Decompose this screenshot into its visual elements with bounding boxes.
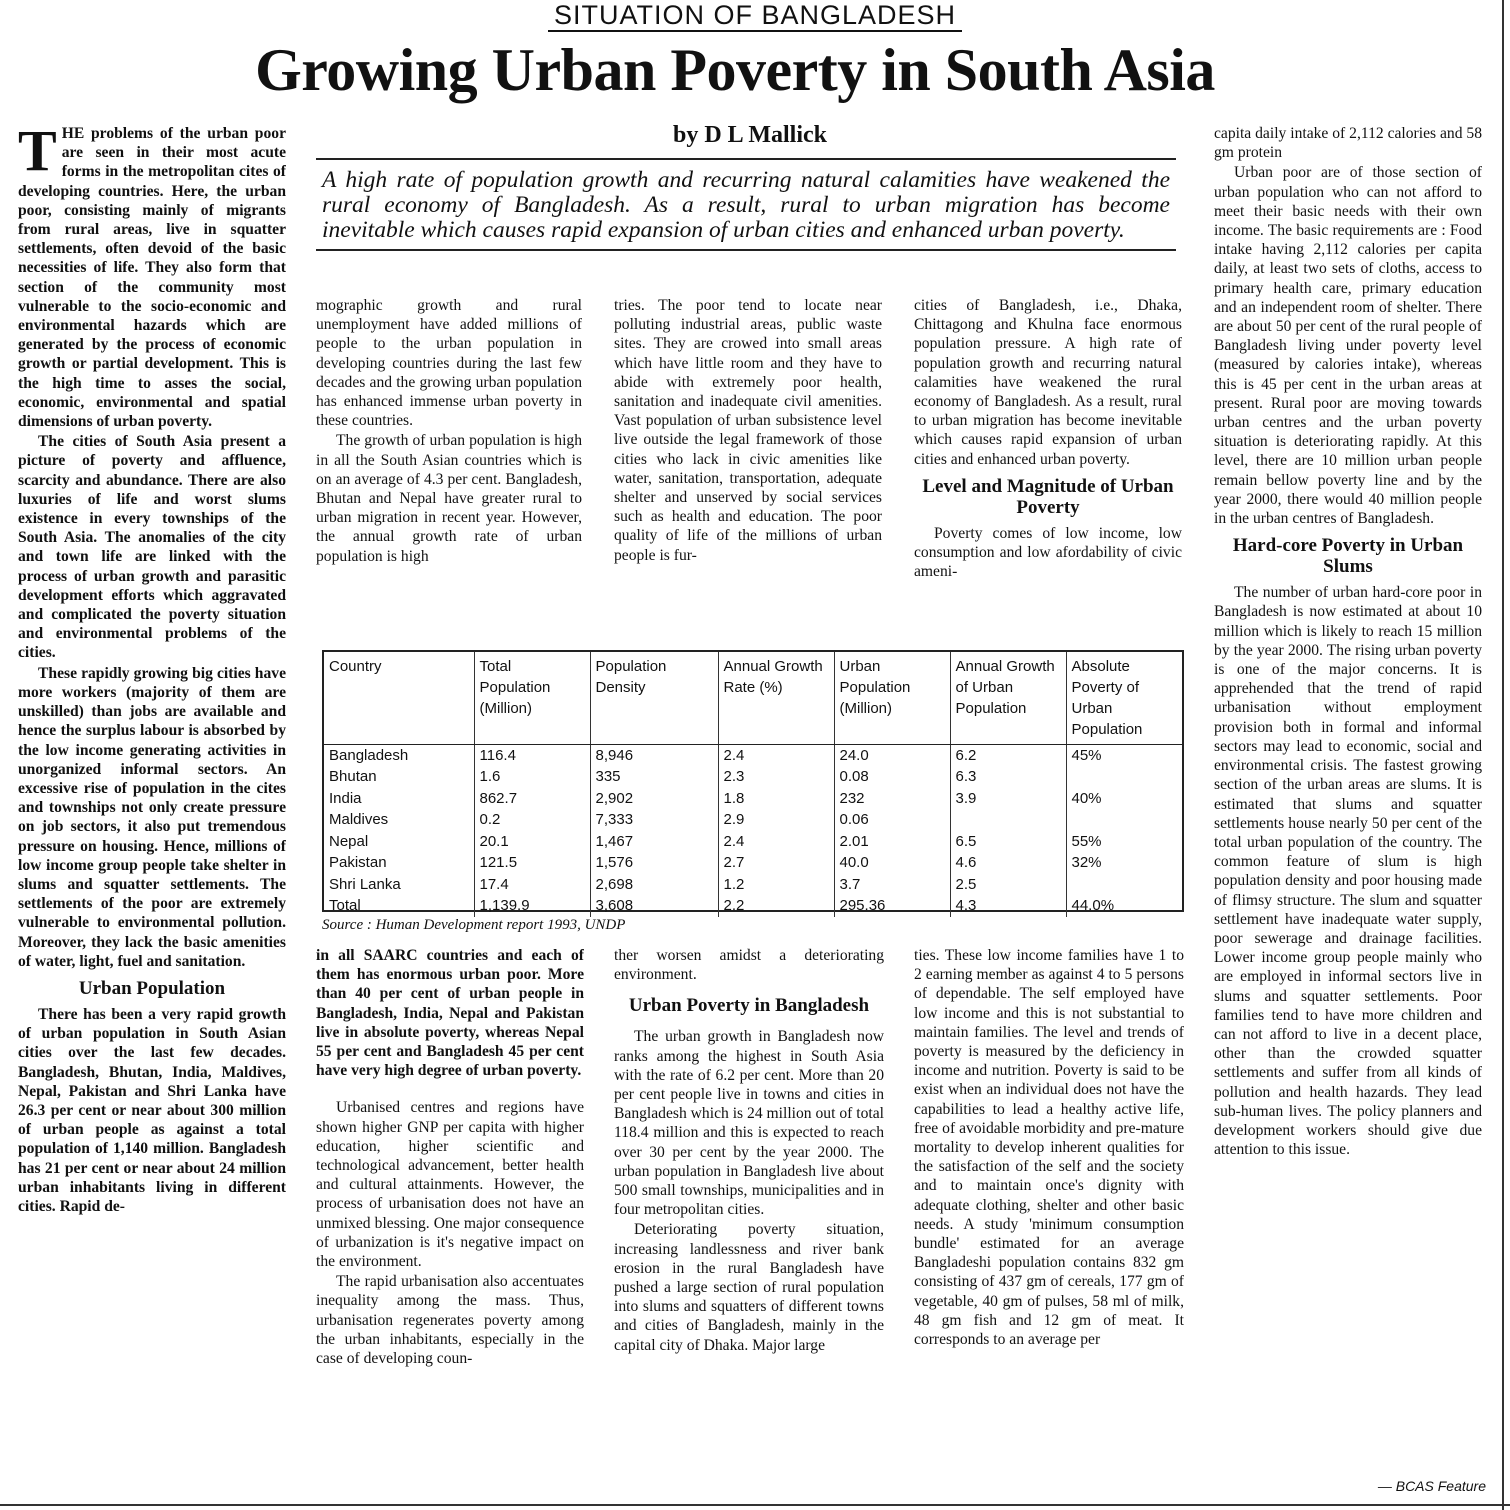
col5-paragraph-1: capita daily intake of 2,112 calories and 58 gm protein	[1214, 125, 1482, 162]
col2a-paragraph-2: The growth of urban population is high in all the South Asian countries which is on an average of 4.3 per cent. Bangladesh, Bhutan and Nepal have greater rural to urban migration in recent year. However, the annual growth rate of urban population is high	[316, 432, 582, 565]
table-cell: 45%	[1071, 747, 1102, 764]
table-cell: 2.7	[718, 852, 834, 874]
table-cell: Total	[324, 895, 474, 917]
header-absolute-poverty: Absolute Poverty of Urban Population	[1066, 652, 1182, 745]
table-cell: 116.4	[474, 745, 590, 767]
table-row	[324, 874, 1182, 896]
column-3-upper	[614, 296, 882, 642]
table-cell	[950, 809, 1066, 831]
table-cell: 20.1	[474, 831, 590, 853]
col3a-paragraph-1: tries. The poor tend to locate near polluting industrial areas, public waste sites. They are crowed into small areas which have little room and they have to abide with extremely poor health, sanitation and inadequate civil amenities. Vast population of urban subsistence level live outside the legal framework of those cities who lack in civic amenities like water, sanitation, transportation, adequate shelter and unserved by social services such as health and education. The poor quality of life of the millions of urban people is fur-	[614, 297, 882, 564]
header-urban-population: Urban Population (Million)	[834, 652, 950, 745]
table-cell: 862.7	[474, 788, 590, 810]
table-row	[324, 809, 1182, 831]
table-cell: 232	[834, 788, 950, 810]
table-cell: 1,467	[590, 831, 718, 853]
table-cell: 7,333	[590, 809, 718, 831]
table-cell	[1066, 766, 1182, 788]
table-cell: 8,946	[590, 745, 718, 767]
headline: Growing Urban Poverty in South Asia	[255, 37, 1215, 103]
kicker-text: SITUATION OF BANGLADESH	[548, 0, 962, 32]
header-country: Country	[324, 652, 474, 745]
table-row	[324, 895, 1182, 917]
table-cell: 2.2	[718, 895, 834, 917]
table-cell: 3,608	[590, 895, 718, 917]
table-cell: 3.7	[834, 874, 950, 896]
table-cell: Bhutan	[324, 766, 474, 788]
header-total-population: Total Population (Million)	[474, 652, 590, 745]
table-cell: 4.6	[950, 852, 1066, 874]
table-cell: 2.9	[718, 809, 834, 831]
table-cell: 2.5	[950, 874, 1066, 896]
table-cell: 24.0	[834, 745, 950, 767]
column-4-upper	[914, 296, 1182, 642]
col1-paragraph-3: These rapidly growing big cities have more workers (majority of them are unskilled) than jobs are available and hence the surplus labour is absorbed by the low income generating activities in unorganized informal sectors. An excessive rise of population in the cites and townships not only create pressure on job sectors, it also put tremendous pressure on housing. Hence, millions of low income group people take shelter in slums and squatter settlements. The settlements of the poor are extremely vulnerable to environmental pollution. Moreover, they lack the basic amenities of water, light, fuel and sanitation.	[18, 664, 286, 970]
table-cell: 121.5	[474, 852, 590, 874]
column-4-lower	[914, 946, 1184, 1498]
table-cell: 1.2	[718, 874, 834, 896]
table-cell: India	[324, 788, 474, 810]
right-border-rule	[1502, 0, 1504, 1510]
table-cell: Pakistan	[324, 852, 474, 874]
table-row	[324, 766, 1182, 788]
bottom-border-rule	[0, 1504, 1510, 1506]
kicker-label	[0, 0, 1510, 31]
col4a-paragraph-2: Poverty comes of low income, low consumption and low afordability of civic ameni-	[914, 524, 1182, 581]
col2b-paragraph-3: The rapid urbanisation also accentuates inequality among the mass. Thus, urbanisation regenerates poverty among the urban inhabitants, especially in the case of developing coun-	[316, 1273, 584, 1368]
statistics-table	[322, 650, 1184, 915]
table-cell: 6.2	[950, 745, 1066, 767]
col3b-paragraph-3: Deteriorating poverty situation, increasing landlessness and river bank erosion in the rural Bangladesh have pushed a large section of rural population into slums and squatters of different towns and cities of Bangladesh, mainly in the capital city of Dhaka. Major large	[614, 1221, 884, 1354]
table-cell: 0.2	[474, 809, 590, 831]
col5-paragraph-3: The number of urban hard-core poor in Bangladesh is now estimated at about 10 million which is likely to reach 15 million by the year 2000. The rising urban poverty is one of the major concerns. It is apprehended that the trend of rapid urbanisation without employment provision both in formal and informal sectors may lead to economic, social and environmental crisis. The fastest growing section of the urban areas are slums. It is estimated that slums and squatter settlements house nearly 50 per cent of the total urban population of the country. The common feature of slum is high population density and poor housing made of flimsy structure. The slum and squatter settlement have inadequate water supply, poor sewerage and drainage facilities. Lower income group people mainly who are employed in informal sectors live in slums and squatter settlements. Poor families tend to have more children and can not afford to live in a decent place, other than the crowded squatter settlements and suffer from all kinds of pollution and health hazards. They lead sub-human lives. The policy planners and development workers should give due attention to this issue.	[1214, 584, 1482, 1159]
table-cell: 0.08	[834, 766, 950, 788]
table-source: Source : Human Development report 1993, UNDP	[322, 917, 626, 933]
table-cell: Bangladesh	[324, 745, 474, 767]
col1-paragraph-1-text: HE problems of the urban poor are seen in their most acute forms in the metropolitan cites of developing countries. Here, the urban poor, consisting mainly of migrants from rural areas, live in squatter settlements, often devoid of the basic necessities of life. They also form that section of the community most vulnerable to the socio-economic and environmental hazards which are generated by the process of economic growth or partial development. This is the high time to asses the social, economic, environmental and spatial dimensions of urban poverty.	[18, 125, 286, 431]
col3b-paragraph-1: ther worsen amidst a deteriorating environment.	[614, 947, 884, 984]
table-cell: 295.36	[834, 895, 950, 917]
table-cell: 4.3	[950, 895, 1066, 917]
column-3-lower	[614, 946, 884, 1498]
header-annual-growth-urban: Annual Growth of Urban Population	[950, 652, 1066, 745]
table-header-row	[324, 652, 1182, 745]
header-population-density: Population Density	[590, 652, 718, 745]
table-cell: 6.5	[950, 831, 1066, 853]
standfirst: A high rate of population growth and recurring natural calamities have weakened the rural economy of Bangladesh. As a result, rural to urban migration has become inevitable which causes rapid expansion of urban cities and enhanced urban poverty.	[316, 158, 1176, 251]
table-cell: 2.01	[834, 831, 950, 853]
subhead-hardcore-poverty: Hard-core Poverty in Urban Slums	[1232, 535, 1464, 578]
column-5	[1214, 124, 1482, 1474]
table-cell: 335	[590, 766, 718, 788]
col2b-paragraph-1: in all SAARC countries and each of them has enormous urban poor. More than 40 per cent of urban people in Bangladesh, India, Nepal and Pakistan live in absolute poverty, whereas Nepal 55 per cent and Bangladesh 45 per cent have very high degree of urban poverty.	[316, 947, 584, 1080]
drop-cap: T	[18, 124, 57, 183]
table-row	[324, 788, 1182, 810]
table-cell: 2,902	[590, 788, 718, 810]
table-cell: 40.0	[834, 852, 950, 874]
table-cell: 6.3	[950, 766, 1066, 788]
table-cell: 2.4	[718, 831, 834, 853]
col1-paragraph-4: There has been a very rapid growth of urban population in South Asian cities over the last few decades. Bangladesh, Bhutan, India, Maldives, Nepal, Pakistan and Shri Lanka have 26.3 per cent or near about 300 million of urban people as against a total population of 1,140 million. Bangladesh has 21 per cent or near about 24 million urban inhabitants living in different cities. Rapid de-	[18, 1005, 286, 1215]
col2b-paragraph-2: Urbanised centres and regions have shown higher GNP per capita with higher education, higher scientific and technological advancement, better health and cultural attainments. However, the process of urbanisation does not have an unmixed blessing. One major consequence of urbanization is it's negative impact on the environment.	[316, 1099, 584, 1271]
table-cell	[1066, 809, 1182, 831]
table-cell: 40%	[1071, 789, 1102, 807]
table-cell: 3.9	[950, 788, 1066, 810]
table-cell: 0.06	[834, 809, 950, 831]
table-cell	[1066, 874, 1182, 896]
byline: by D L Mallick	[672, 122, 828, 148]
col4a-paragraph-1: cities of Bangladesh, i.e., Dhaka, Chittagong and Khulna face enormous population pressure. A high rate of population growth and recurring natural calamities have weakened the rural economy of Bangladesh. As a result, rural to urban migration has become inevitable which causes rapid expansion of urban cities and enhanced urban poverty.	[914, 297, 1182, 468]
table-cell: Shri Lanka	[324, 874, 474, 896]
table-cell: 1.6	[474, 766, 590, 788]
table-cell: 32%	[1071, 854, 1102, 872]
table-cell: 1.8	[718, 788, 834, 810]
table-cell: 2,698	[590, 874, 718, 896]
col1-paragraph-2: The cities of South Asia present a picture of poverty and affluence, scarcity and abundance. There are also luxuries of life and worst slums existence in every townships of the South Asia. The anomalies of the city and town life are linked with the process of urban growth and parasitic development efforts which aggravated and complicated the poverty situation and environmental problems of the cities.	[18, 433, 286, 662]
table-row	[324, 852, 1182, 874]
table-cell: 44.0%	[1071, 897, 1115, 915]
table-cell: 17.4	[474, 874, 590, 896]
col2a-paragraph-1: mographic growth and rural unemployment have added millions of people to the urban population in developing countries during the last few decades and the growing urban population has enhanced immense urban poverty in these countries.	[316, 297, 582, 430]
table-body	[324, 745, 1182, 917]
table-row	[324, 745, 1182, 767]
subhead-level-magnitude: Level and Magnitude of Urban Poverty	[922, 475, 1174, 518]
column-2-upper	[316, 296, 582, 642]
data-table	[324, 652, 1182, 917]
table-cell: 1,139.9	[474, 895, 590, 917]
header-annual-growth-rate: Annual Growth Rate (%)	[718, 652, 834, 745]
table-row	[324, 831, 1182, 853]
column-2-lower	[316, 946, 584, 1498]
col1-paragraph-1	[18, 124, 286, 431]
column-1	[18, 124, 286, 1496]
table-cell: 1,576	[590, 852, 718, 874]
table-cell: 2.4	[718, 745, 834, 767]
table-cell: 55%	[1071, 832, 1102, 850]
table-cell: Maldives	[324, 809, 474, 831]
feature-credit: — BCAS Feature	[1377, 1478, 1486, 1494]
col3b-paragraph-2: The urban growth in Bangladesh now ranks among the highest in South Asia with the rate of 6.2 per cent. More than 20 per cent people live in towns and cities in Bangladesh which is 24 million out of total 118.4 million and this is expected to reach over 30 per cent by the year 2000. The urban population in Bangladesh live about 500 small townships, municipalities and in four metropolitan cities.	[614, 1028, 884, 1219]
col5-paragraph-2: Urban poor are of those section of urban population who can not afford to meet their basic needs with their own income. The basic requirements are : Food intake having 2,112 calories per capita daily, at least two sets of cloths, access to primary health care, primary education and an independent room of shelter. There are about 50 per cent of the rural people of Bangladesh living under poverty level (measured by calories intake), whereas this is 45 per cent in the urban areas at present. Rural poor are moving towards urban centres and the urban poverty situation is deteriorating rapidly. At this level, there are 10 million urban people remain bellow poverty line and by the year 2000, there would 40 million people in the urban centres of Bangladesh.	[1214, 164, 1482, 528]
subhead-urban-poverty-bangladesh: Urban Poverty in Bangladesh	[628, 995, 870, 1017]
table-cell: 2.3	[718, 766, 834, 788]
subhead-urban-population: Urban Population	[78, 977, 226, 999]
table-cell: Nepal	[324, 831, 474, 853]
col4b-paragraph-1: ties. These low income families have 1 to 2 earning member as against 4 to 5 persons of dependable. The self employed have low income and this is not substantial to maintain families. The level and trends of poverty is measured by the deficiency in income and nutrition. Poverty is said to be exist when an individual does not have the capabilities to lead a healthy active life, free of avoidable morbidity and pre-mature mortality to develop inherent qualities for the satisfaction of the self and the society and to maintain once's dignity with adequate clothing, shelter and other basic needs. A study 'minimum consumption bundle' estimated for an average Bangladeshi population contains 832 gm consisting of 437 gm of cereals, 177 gm of vegetable, 40 gm of pulses, 58 ml of milk, 48 gm fish and 12 gm of meat. It corresponds to an average per	[914, 947, 1184, 1349]
